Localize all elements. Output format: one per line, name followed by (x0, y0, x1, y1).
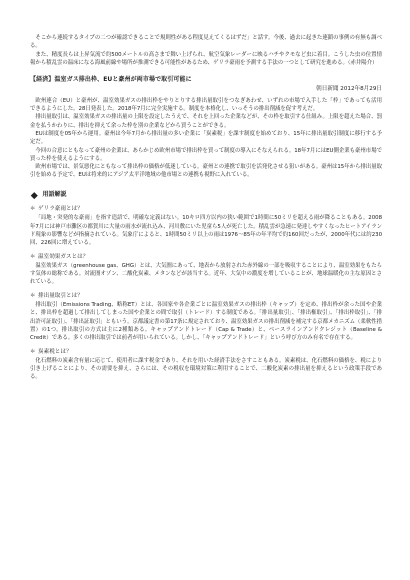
article-headline: 【経済】温室ガス排出枠、EUと豪州が両市場で取引可能に (30, 76, 192, 84)
asterisk-bullet-icon: ＊ (30, 348, 36, 355)
glossary-term: ゲリラ豪雨とは？ (38, 206, 83, 213)
glossary-item (30, 253, 382, 287)
news-article (30, 76, 382, 180)
glossary-definition: 温室効果ガス（greenhouse gas、GHG）とは、大気圏にあって、地表から放射された赤外線の一部を吸収することにより、温室効果をもたらす気体の総称である。対流圏オゾン、二酸化炭素、メタンなどが該当する。近年、大気中の濃度を増していることが、地球温暖化の主な原因とされている。 (30, 262, 382, 286)
glossary-term-row (30, 205, 382, 213)
glossary-definition: 化石燃料の炭素含有量に応じて、使用者に課す税金であり、それを用いた経済手法をさすこともある。炭素税は、化石燃料の価格を、税により引き上げることにより、その需要を抑え、さらには、その税収を環境対策に利用することで、二酸化炭素の排出量を抑えるという政策手段である。 (30, 357, 382, 381)
glossary-term: 炭素税とは？ (38, 348, 72, 355)
asterisk-bullet-icon: ＊ (30, 206, 36, 213)
glossary-section (30, 191, 382, 382)
glossary-item (30, 205, 382, 247)
glossary-term: 排出量取引とは？ (38, 292, 83, 299)
article-byline: 朝日新聞 2012年8月29日 (316, 86, 382, 93)
glossary-item (30, 292, 382, 343)
glossary-term-row (30, 253, 382, 261)
top-paragraph: また、精度長らは上昇気流で約500メートルの高さまで舞い上げられ、航空気象レーダーに映るハチやクモなど虫に着目。こうした虫の位置情報から積乱雲の温床になる海風前線や場所が推測できる可能性があるため、ゲリラ豪雨を予測する手法の一つとして研究を進める。（赤井陽介） (30, 51, 382, 66)
article-paragraph: 排出量取引は、温室効果ガスの排出量の上限を設定したうえで、それを上回った企業などが、その枠を取引する仕組み。上限を超えた場合、罰金を払うかわりに、排出を抑えて余った枠を別の企業などから買うことができる。 (30, 114, 382, 129)
glossary-term-row (30, 292, 382, 300)
glossary-definition: 「局地・突発的な豪雨」を指す造語で、明確な定義はない。10キロ四方以内の狭い範囲で1時間に50ミリを超える雨が降ることもある。2008年7月には神戸市灘区の都賀川に大量の雨水が流れ込み、河川敷にいた児童ら5人が死亡した。積乱雲が急速に発達しやすくなったヒートアイランド現象の影響などが指摘されている。気象庁によると、1時間50ミリ以上の雨は1976～85年の年平均で約160回だったが、2000年代には約230回、226回に増えている。 (30, 215, 382, 247)
article-paragraph: EUは制度を05年から運用。豪州は今年7月から排出量の多い企業に「炭素税」を課す制度を始めており、15年に排出量取引制度に移行する予定だ。 (30, 130, 382, 146)
article-paragraph: 今回の合意にともなって豪州の企業は、あらかじめ欧州市場で排出枠を買って制度の導入にそなえられる。18年7月にはEU側企業も豪州市場で買った枠を使えるようにする。 (30, 147, 382, 162)
asterisk-bullet-icon: ＊ (30, 292, 36, 299)
asterisk-bullet-icon: ＊ (30, 253, 36, 260)
glossary-term: 温室効果ガスとは？ (38, 253, 89, 260)
glossary-item (30, 348, 382, 382)
top-paragraph: そこから連続するタイプの二つが確認できることで規則性がある程度見えてくるはずだ」と話す。今後、過去に起きた連鎖の事例の有無も調べる。 (30, 35, 382, 50)
glossary-term-row (30, 348, 382, 356)
glossary-title-row (30, 191, 382, 199)
top-section (30, 34, 382, 67)
article-paragraph: 欧州市場では、景気悪化にともなって排出枠の価格が低迷している。豪州との連携で取引を活発化させる狙いがある。豪州は15年から排出量取引を始める予定で、EUは将来的にアジア太平洋地域の他市場との連携も視野に入れている。 (30, 164, 382, 179)
diamond-bullet-icon (31, 192, 37, 198)
article-paragraph: 欧州連合（EU）と豪州が、温室効果ガスの排出枠をやりとりする排出量取引をつなぎあわせ、いずれの市場で入手した「枠」であっても活用できるようにした。28日発表した。2018年7月に完全実施する。制度を本格化し、いっそうの排出削減を促す考えだ。 (30, 97, 382, 113)
glossary-definition: 排出取引（Emissions Trading、略称ET）とは、各国家や各企業ごとに温室効果ガスの排出枠（キャップ）を定め、排出枠が余った国や企業と、排出枠を超過して排出してしまった国や企業との間で取引（トレード）する制度である。「排出量取引」、「排出権取引」、「排出枠取引」、「排出許可証取引」、「排出証取引」ともいう。京都議定書の第17条に規定されており、温室効果ガスの排出削減を補完する京都メカニズム（柔軟性措置）の1つ。排出取引の方式は主に2種類ある。キャップアンドトレード（Cap & Trade）と、ベースラインアンドクレジット（Baseline & Credit）である。多くの排出取引では前者が用いられている。しかし、「キャップアンドトレード」という呼び方のみ有名で存在する。 (30, 302, 382, 342)
glossary-title: 用語解説 (42, 190, 67, 198)
